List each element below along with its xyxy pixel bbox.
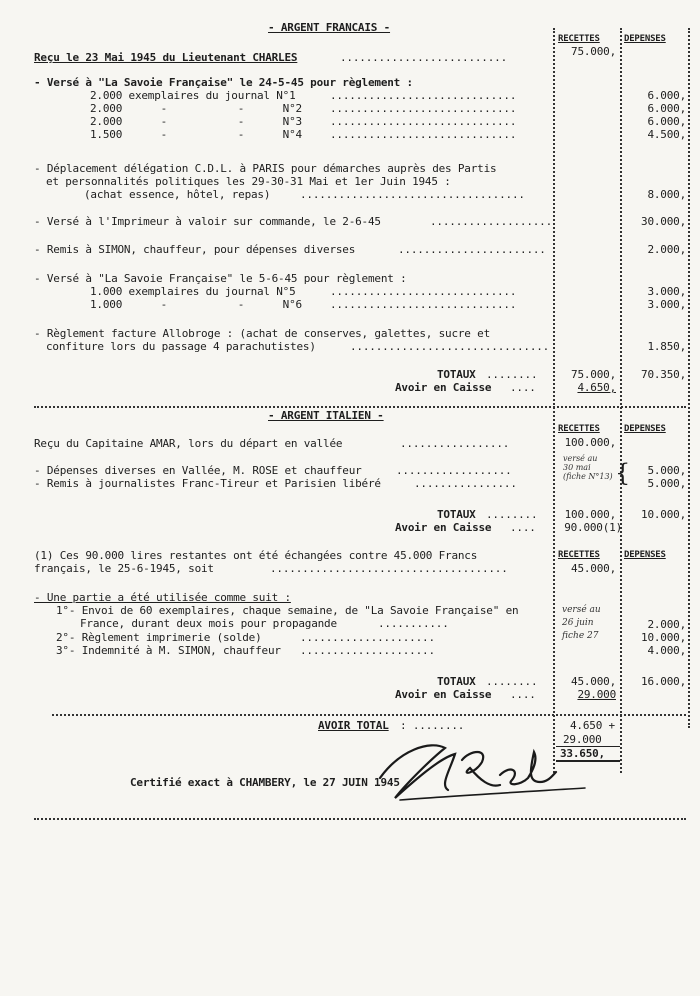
simon-dots: ....................... bbox=[398, 243, 546, 256]
allobroge-line-1: - Règlement facture Allobroge : (achat de conserves, galettes, sucre et bbox=[34, 327, 491, 340]
fr-avoir-amount: 4.650, bbox=[577, 381, 616, 394]
simon-line: - Remis à SIMON, chauffeur, pour dépenses diverses bbox=[34, 243, 356, 256]
ex-line-3-amount: 6.000, bbox=[647, 115, 686, 128]
it-recu-amount: 100.000, bbox=[564, 436, 616, 449]
ex-line-4-dots: ............................. bbox=[330, 128, 517, 141]
certifie-line: Certifié exact à CHAMBERY, le 27 JUIN 1945 bbox=[130, 776, 400, 789]
conv-note-1: (1) Ces 90.000 lires restantes ont été échangées contre 45.000 Francs bbox=[34, 549, 478, 562]
it-avoir-dots: .... bbox=[510, 521, 536, 534]
conv-note-amount: 45.000, bbox=[571, 562, 616, 575]
ex-line-4-amount: 4.500, bbox=[647, 128, 686, 141]
conv-totaux-depenses: 16.000, bbox=[641, 675, 686, 688]
it-dep2-dots: ................ bbox=[414, 477, 517, 490]
fr-avoir-dots: .... bbox=[510, 381, 536, 394]
conv-note-dots: ..................................... bbox=[270, 562, 508, 575]
it-recu-dots: ................. bbox=[400, 437, 510, 450]
conv-item-2-amount: 10.000, bbox=[641, 631, 686, 644]
recu-charles-dots: .......................... bbox=[340, 51, 507, 64]
allobroge-line-2: confiture lors du passage 4 parachutistes) bbox=[46, 340, 316, 353]
ex-line-1-dots: ............................. bbox=[330, 89, 517, 102]
col-header-depenses-3: DEPENSES bbox=[624, 550, 666, 560]
separator-3 bbox=[34, 818, 686, 820]
ex2-line-2: 1.000 - - N°6 bbox=[90, 298, 302, 311]
ex2-line-2-amount: 3.000, bbox=[647, 298, 686, 311]
conv-partie: - Une partie a été utilisée comme suit : bbox=[34, 591, 291, 604]
conv-avoir-amount: 29.000 bbox=[577, 688, 616, 701]
ex-line-1: 2.000 exemplaires du journal N°1 bbox=[90, 89, 296, 102]
deplacement-amount: 8.000, bbox=[647, 188, 686, 201]
allobroge-amount: 1.850, bbox=[647, 340, 686, 353]
it-avoir-amount: 90.000(1) bbox=[564, 521, 622, 534]
conv-totaux-dots: ........ bbox=[486, 675, 538, 688]
it-totaux-dots: ........ bbox=[486, 508, 538, 521]
it-dep1-amount: 5.000, bbox=[647, 464, 686, 477]
separator-1 bbox=[34, 406, 686, 408]
ex-line-3-dots: ............................. bbox=[330, 115, 517, 128]
it-totaux-recettes: 100.000, bbox=[564, 508, 616, 521]
ex-line-1-amount: 6.000, bbox=[647, 89, 686, 102]
ex2-line-1-dots: ............................. bbox=[330, 285, 517, 298]
deplacement-line-3: (achat essence, hôtel, repas) bbox=[84, 188, 271, 201]
ex2-line-1-amount: 3.000, bbox=[647, 285, 686, 298]
simon-amount: 2.000, bbox=[647, 243, 686, 256]
deplacement-line-2: et personnalités politiques les 29-30-31 Mai et 1er Juin 1945 : bbox=[46, 175, 451, 188]
fr-totaux-label: TOTAUX bbox=[437, 368, 476, 381]
column-rule-middle bbox=[620, 28, 622, 773]
conv-totaux-recettes: 45.000, bbox=[571, 675, 616, 688]
fr-totaux-dots: ........ bbox=[486, 368, 538, 381]
conv-item-1-amount: 2.000, bbox=[647, 618, 686, 631]
avoir-total-dots: : ........ bbox=[400, 719, 465, 732]
imprimeur-line: - Versé à l'Imprimeur à valoir sur commande, le 2-6-45 bbox=[34, 215, 381, 228]
verse-2: - Versé à "La Savoie Française" le 5-6-45 pour règlement : bbox=[34, 272, 407, 285]
conv-avoir-dots: .... bbox=[510, 688, 536, 701]
allobroge-dots: ............................... bbox=[350, 340, 550, 353]
it-dep2-amount: 5.000, bbox=[647, 477, 686, 490]
conv-note-2: français, le 25-6-1945, soit bbox=[34, 562, 214, 575]
ex-line-2-dots: ............................. bbox=[330, 102, 517, 115]
handwritten-note-italien: versé au 30 mai (fiche N°13) bbox=[563, 454, 613, 481]
conv-item-2: 2°- Règlement imprimerie (solde) bbox=[56, 631, 262, 644]
ex2-line-1: 1.000 exemplaires du journal N°5 bbox=[90, 285, 296, 298]
recu-charles-amount: 75.000, bbox=[571, 45, 616, 58]
it-avoir-label: Avoir en Caisse bbox=[395, 521, 492, 534]
verse-1: - Versé à "La Savoie Française" le 24-5-45 pour règlement : bbox=[34, 76, 413, 89]
imprimeur-dots: ................... bbox=[430, 215, 553, 228]
ex-line-3: 2.000 - - N°3 bbox=[90, 115, 302, 128]
it-totaux-depenses: 10.000, bbox=[641, 508, 686, 521]
avoir-total-2: 29.000 bbox=[563, 733, 602, 746]
conv-item-1-line-1: 1°- Envoi de 60 exemplaires, chaque semaine, de "La Savoie Française" en bbox=[56, 604, 519, 617]
handwritten-note-conversion: versé au 26 juin fiche 27 bbox=[562, 605, 601, 641]
section-title-argent-francais: - ARGENT FRANCAIS - bbox=[268, 21, 391, 34]
recu-charles: Reçu le 23 Mai 1945 du Lieutenant CHARLES bbox=[34, 51, 298, 64]
ex2-line-2-dots: ............................. bbox=[330, 298, 517, 311]
ex-line-2-amount: 6.000, bbox=[647, 102, 686, 115]
column-rule-right bbox=[688, 28, 690, 728]
it-dep2: - Remis à journalistes Franc-Tireur et Parisien libéré bbox=[34, 477, 381, 490]
ex-line-4: 1.500 - - N°4 bbox=[90, 128, 302, 141]
avoir-total-1: 4.650 + bbox=[570, 719, 615, 732]
ex-line-2: 2.000 - - N°2 bbox=[90, 102, 302, 115]
fr-totaux-depenses: 70.350, bbox=[641, 368, 686, 381]
it-dep1-dots: .................. bbox=[396, 464, 512, 477]
signature bbox=[370, 730, 600, 810]
avoir-total-3: 33.650, bbox=[560, 747, 605, 760]
it-recu: Reçu du Capitaine AMAR, lors du départ en vallée bbox=[34, 437, 343, 450]
col-header-recettes-3: RECETTES bbox=[558, 550, 600, 560]
fr-avoir-label: Avoir en Caisse bbox=[395, 381, 492, 394]
section-title-argent-italien: - ARGENT ITALIEN - bbox=[268, 409, 384, 422]
conv-item-3: 3°- Indemnité à M. SIMON, chauffeur bbox=[56, 644, 281, 657]
fr-totaux-recettes: 75.000, bbox=[571, 368, 616, 381]
col-header-depenses-2: DEPENSES bbox=[624, 424, 666, 434]
imprimeur-amount: 30.000, bbox=[641, 215, 686, 228]
col-header-recettes-2: RECETTES bbox=[558, 424, 600, 434]
col-header-depenses: DEPENSES bbox=[624, 34, 666, 44]
handwritten-brace: { bbox=[615, 459, 631, 487]
column-rule-left bbox=[553, 28, 555, 773]
it-totaux-label: TOTAUX bbox=[437, 508, 476, 521]
it-dep1: - Dépenses diverses en Vallée, M. ROSE et chauffeur bbox=[34, 464, 362, 477]
conv-item-1-line-2: France, durant deux mois pour propagande bbox=[80, 617, 337, 630]
avoir-total-label: AVOIR TOTAL bbox=[318, 719, 389, 732]
conv-item-3-amount: 4.000, bbox=[647, 644, 686, 657]
conv-totaux-label: TOTAUX bbox=[437, 675, 476, 688]
col-header-recettes: RECETTES bbox=[558, 34, 600, 44]
conv-item-1-dots: ........... bbox=[378, 617, 449, 630]
deplacement-dots: ................................... bbox=[300, 188, 525, 201]
conv-item-3-dots: ..................... bbox=[300, 644, 435, 657]
conv-avoir-label: Avoir en Caisse bbox=[395, 688, 492, 701]
conv-item-2-dots: ..................... bbox=[300, 631, 435, 644]
separator-2 bbox=[52, 714, 686, 716]
deplacement-line-1: - Déplacement délégation C.D.L. à PARIS pour démarches auprès des Partis bbox=[34, 162, 497, 175]
